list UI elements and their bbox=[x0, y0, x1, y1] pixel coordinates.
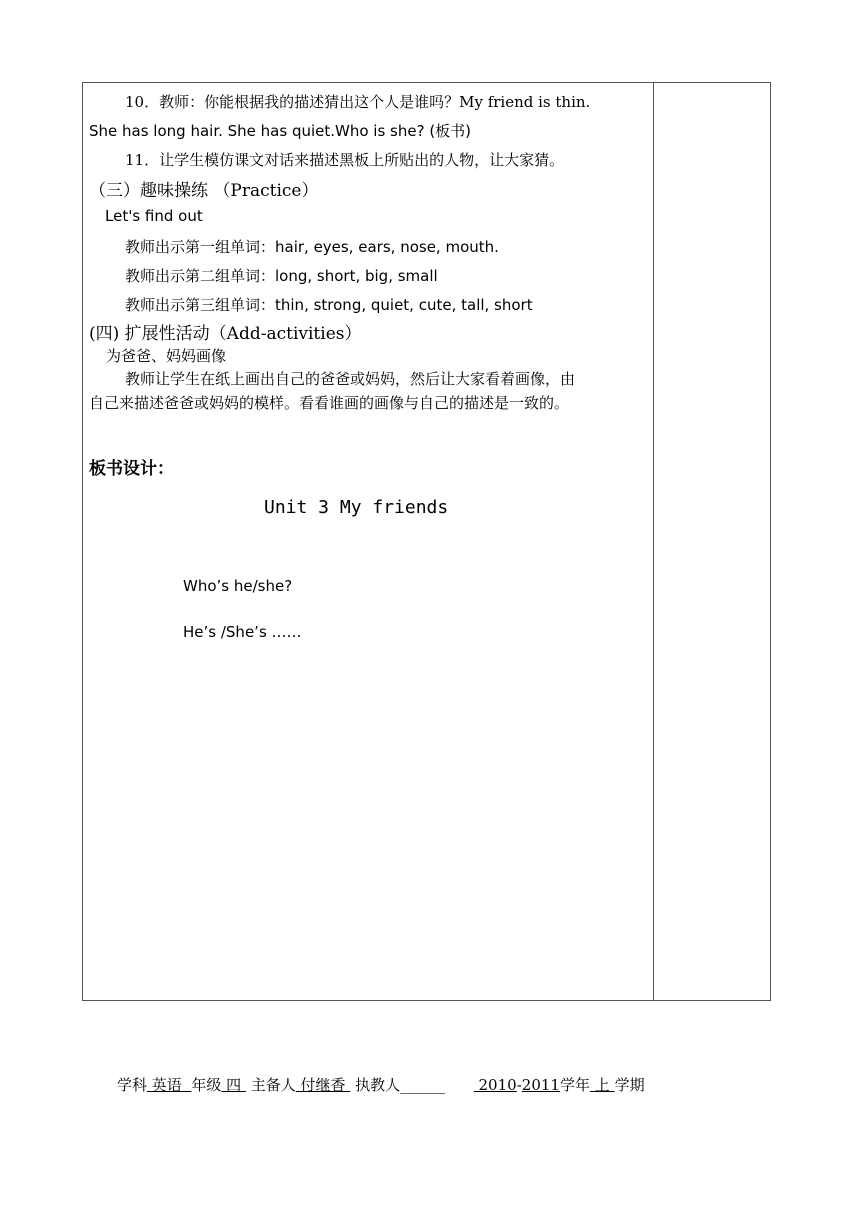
lets-find-out: Let's find out bbox=[105, 207, 203, 225]
footer-year-end: 2011 bbox=[521, 1076, 560, 1094]
board-design-heading: 板书设计： bbox=[89, 459, 174, 479]
table-column-divider bbox=[653, 82, 654, 1001]
footer-preparer-label: 主备人 bbox=[250, 1076, 296, 1094]
word-group-1: 教师出示第一组单词：hair, eyes, ears, nose, mouth. bbox=[125, 238, 499, 256]
footer-preparer: 付继香 bbox=[300, 1076, 346, 1094]
word-group-2: 教师出示第二组单词：long, short, big, small bbox=[125, 267, 438, 285]
activity-line-1: 教师让学生在纸上画出自己的爸爸或妈妈，然后让大家看着画像，由 bbox=[125, 370, 576, 388]
footer-year-label: 学年 bbox=[559, 1076, 590, 1094]
footer-teacher-blank: ______ bbox=[400, 1076, 446, 1094]
board-question: Who’s he/she? bbox=[183, 577, 293, 595]
footer-year-sep: - bbox=[516, 1076, 522, 1094]
footer-term: 上 bbox=[594, 1076, 610, 1094]
section-3-heading: （三）趣味操练 （Practice） bbox=[89, 181, 319, 201]
word-group-3: 教师出示第三组单词：thin, strong, quiet, cute, tall, short bbox=[125, 296, 533, 314]
step-10-line: 10．教师：你能根据我的描述猜出这个人是谁吗？My friend is thin. bbox=[125, 93, 591, 111]
footer-term-label: 学期 bbox=[614, 1076, 645, 1094]
activity-line-2: 自己来描述爸爸或妈妈的模样。看看谁画的画像与自己的描述是一致的。 bbox=[89, 394, 570, 412]
step-10-continued: She has long hair. She has quiet.Who is she? (板书) bbox=[89, 122, 472, 140]
footer-year-start: 2010 bbox=[478, 1076, 517, 1094]
activity-title: 为爸爸、妈妈画像 bbox=[106, 347, 227, 365]
footer-grade-label: 年级 bbox=[191, 1076, 222, 1094]
board-unit-title: Unit 3 My friends bbox=[264, 497, 449, 518]
board-answer: He’s /She’s …… bbox=[183, 623, 302, 641]
section-4-heading: (四) 扩展性活动（Add-activities） bbox=[89, 324, 362, 344]
footer-teacher-label: 执教人 bbox=[355, 1076, 401, 1094]
footer-subject-label: 学科 bbox=[117, 1076, 148, 1094]
step-11-line: 11．让学生模仿课文对话来描述黑板上所贴出的人物，让大家猜。 bbox=[125, 151, 565, 169]
footer-info bbox=[117, 1074, 645, 1095]
footer-subject: 英语 bbox=[151, 1076, 182, 1094]
footer-grade: 四 bbox=[226, 1076, 242, 1094]
